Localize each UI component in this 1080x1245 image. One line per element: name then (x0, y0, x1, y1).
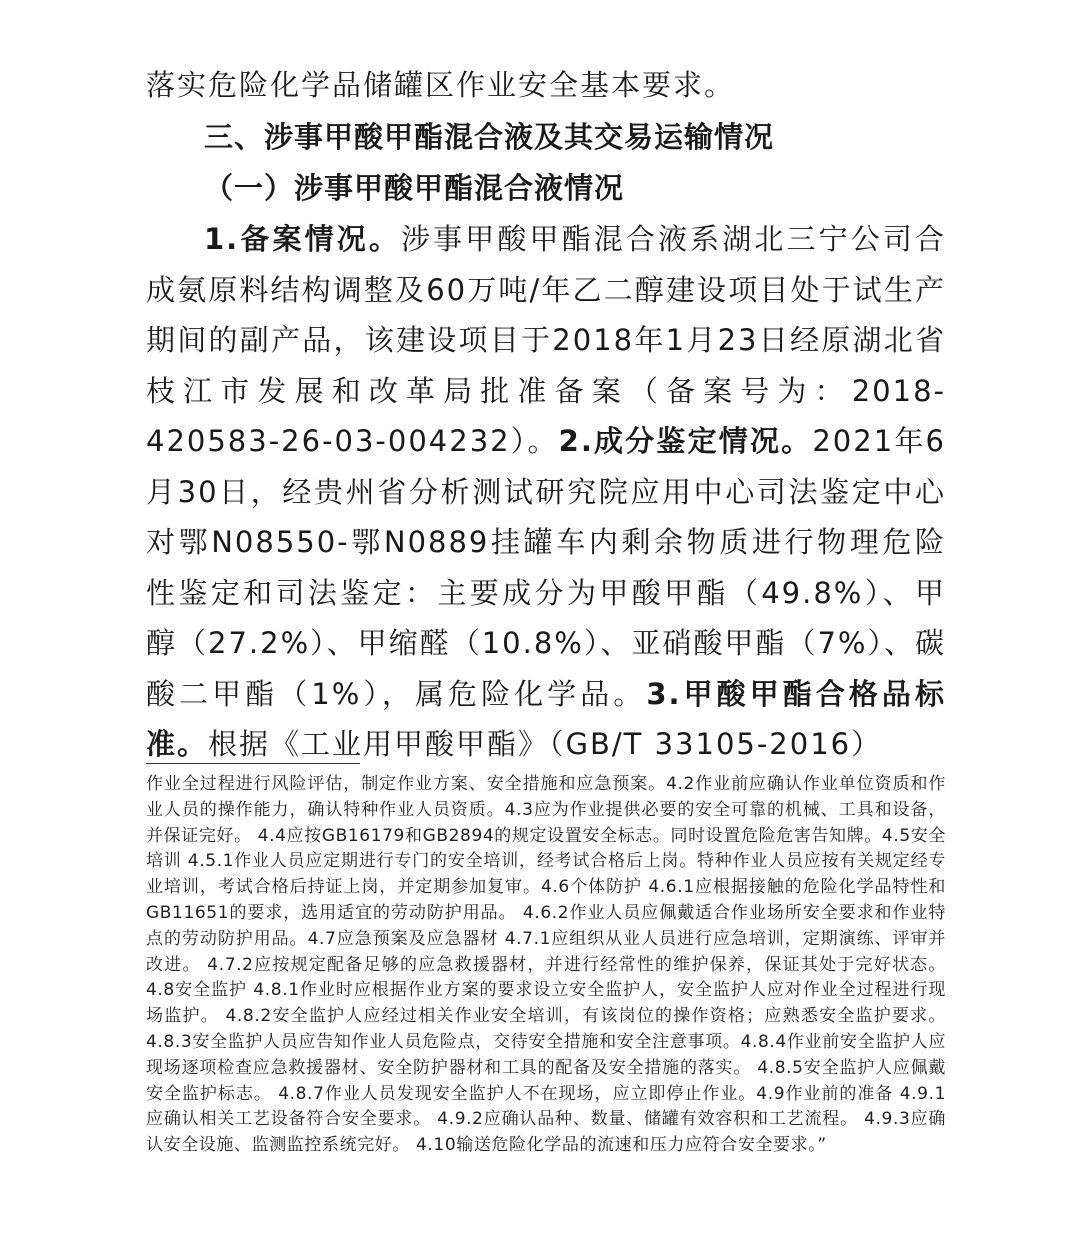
item2-text: 2021年6月30日，经贵州省分析测试研究院应用中心司法鉴定中心对鄂N08550-鄂N0889挂罐车内剩余物质进行物理危险性鉴定和司法鉴定：主要成分为甲酸甲酯（49.8%）、甲醇（27.2%）、甲缩醛（10.8%）、亚硝酸甲酯（7%）、碳酸二甲酯（1%），属危险化学品。 (146, 424, 946, 711)
item1-text: 涉事甲酸甲酯混合液系湖北三宁公司合成氨原料结构调整及60万吨/年乙二醇建设项目处于试生产期间的副产品，该建设项目于2018年1月23日经原湖北省枝江市发展和改革局批准备案（备案号为：2018-420583-26-03-004232）。 (146, 222, 946, 458)
item3-text: 根据《工业用甲酸甲酯》（GB/T 33105-2016） (208, 727, 883, 761)
item3-label: 3.甲酸甲酯合格品标准。 (146, 676, 946, 761)
main-paragraph (146, 214, 946, 770)
intro-line: 落实危险化学品储罐区作业安全基本要求。 (146, 68, 736, 102)
footnote-separator (146, 763, 360, 764)
item2-label: 2.成分鉴定情况。 (558, 424, 813, 458)
item1-label: 1.备案情况。 (204, 222, 401, 256)
section-heading: 三、涉事甲酸甲酯混合液及其交易运输情况 (204, 120, 775, 154)
subsection-heading: （一）涉事甲酸甲酯混合液情况 (204, 171, 625, 205)
footnote: 作业全过程进行风险评估，制定作业方案、安全措施和应急预案。4.2作业前应确认作业单位资质和作业人员的操作能力，确认特种作业人员资质。4.3应为作业提供必要的安全可靠的机械、工具和设备，并保证完好。 4.4应按GB16179和GB2894的规定设置安全标志。同时设置危险危害告知牌。4.5安全培训 4.5.1作业人员应定期进行专门的安全培训，经考试合格后上岗。特种作业人员应按有关规定经专业培训，考试合格后持证上岗，并定期参加复审。4.6个体防护 4.6.1应根据接触的危险化学品特性和GB11651的要求，选用适宜的劳动防护用品。 4.6.2作业人员应佩戴适合作业场所安全要求和作业特点的劳动防护用品。4.7应急预案及应急器材 4.7.1应组织从业人员进行应急培训，定期演练、评审并改进。 4.7.2应按规定配备足够的应急救援器材，并进行经常性的维护保养，保证其处于完好状态。4.8安全监护 4.8.1作业时应根据作业方案的要求设立安全监护人，安全监护人应对作业全过程进行现场监护。 4.8.2安全监护人应经过相关作业安全培训，有该岗位的操作资格；应熟悉安全监护要求。4.8.3安全监护人员应告知作业人员危险点，交待安全措施和安全注意事项。4.8.4作业前安全监护人应现场逐项检查应急救援器材、安全防护器材和工具的配备及安全措施的落实。 4.8.5安全监护人应佩戴安全监护标志。 4.8.7作业人员发现安全监护人不在现场，应立即停止作业。4.9作业前的准备 4.9.1应确认相关工艺设备符合安全要求。 4.9.2应确认品种、数量、储罐有效容积和工艺流程。 4.9.3应确认安全设施、监测监控系统完好。 4.10输送危险化学品的流速和压力应符合安全要求。” (146, 774, 946, 1156)
